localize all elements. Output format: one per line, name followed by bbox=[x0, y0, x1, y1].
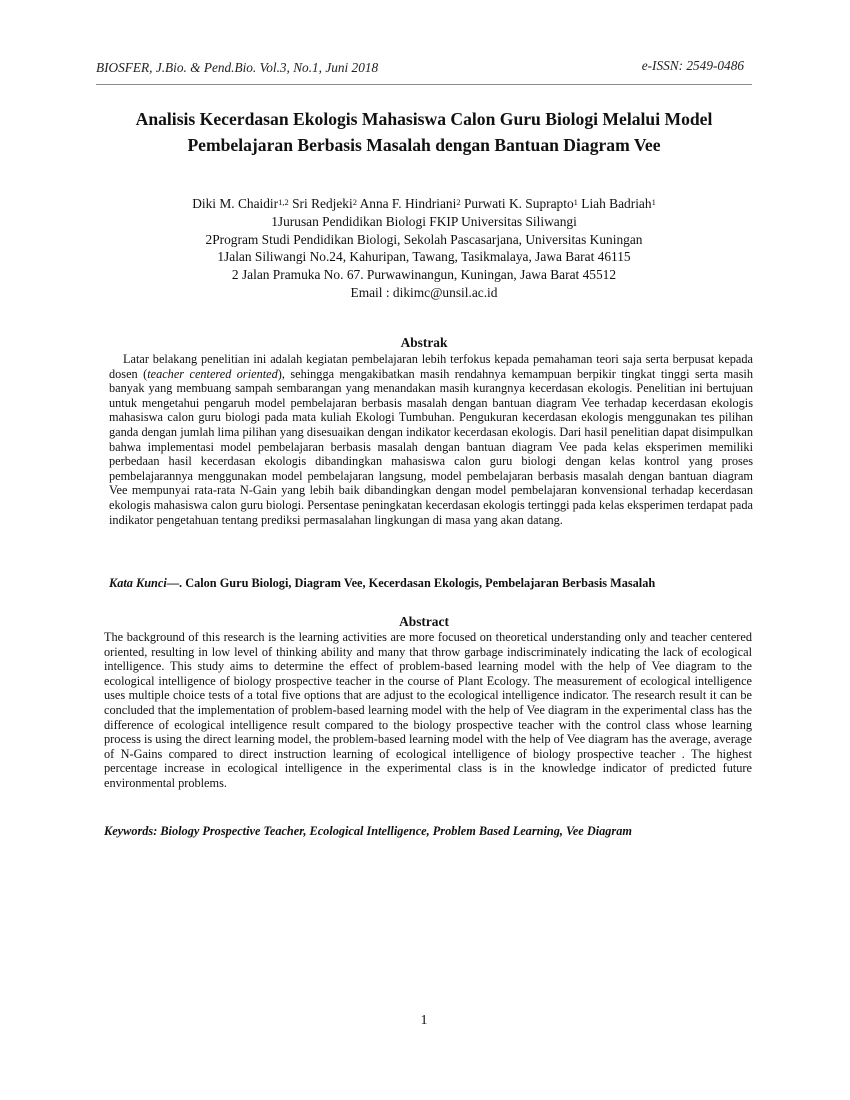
address-1: 1Jalan Siliwangi No.24, Kahuripan, Tawang, Tasikmalaya, Jawa Barat 46115 bbox=[217, 249, 631, 265]
author-affiliation-mark: 1 bbox=[651, 197, 656, 207]
journal-citation: BIOSFER, J.Bio. & Pend.Bio. Vol.3, No.1, Juni 2018 bbox=[96, 60, 379, 75]
affiliation-1: 1Jurusan Pendidikan Biologi FKIP Universitas Siliwangi bbox=[271, 213, 577, 229]
abstract-heading: Abstract bbox=[399, 614, 449, 629]
header-divider bbox=[96, 84, 752, 85]
author-affiliation-mark: 2 bbox=[352, 197, 357, 207]
kata-kunci-label: Kata Kunci bbox=[109, 576, 167, 590]
author-affiliation-mark: 1 bbox=[573, 197, 578, 207]
author-affiliation-mark: 2 bbox=[456, 197, 461, 207]
author-email: Email : dikimc@unsil.ac.id bbox=[350, 284, 498, 300]
author-affiliation-mark: 1,2 bbox=[278, 197, 289, 207]
abstrak-body bbox=[109, 352, 753, 527]
keywords: Keywords: Biology Prospective Teacher, Ecological Intelligence, Problem Based Learning, Vee Diagram bbox=[104, 824, 632, 838]
paper-title: Analisis Kecerdasan Ekologis Mahasiswa Calon Guru Biologi Melalui Model Pembelajaran Berbasis Masalah dengan Bantuan Diagram Vee bbox=[135, 109, 713, 155]
page-number: 1 bbox=[420, 1013, 428, 1028]
author-list bbox=[96, 195, 752, 213]
author-name: Sri Redjeki bbox=[292, 196, 353, 211]
abstrak-heading: Abstrak bbox=[400, 335, 448, 350]
abstrak-text: ), sehingga mengakibatkan masih rendahnya kemampuan berpikir tingkat tinggi serta masih banyak yang membuang sampah sembarangan yang menandakan masih kurangnya kecerdasan ekologis. Penelitian ini bertujuan untuk mengetahui pengaruh model pembelajaran berbasis masalah dengan bantuan diagram Vee terhadap kecerdasan ekologis mahasiswa calon guru biologi pada mata kuliah Ekologi Tumbuhan. Pengukuran kecerdasan ekologis menggunakan tes pilihan ganda dengan jumlah lima pilihan yang disesuaikan dengan indikator kecerdasan ekologis. Dari hasil penelitian dapat disimpulkan bahwa implementasi model pembelajaran berbasis masalah dengan bantuan diagram Vee pada kelas eksperimen memiliki perbedaan hasil kecerdasan ekologis dibandingkan mahasiswa calon guru biologi dengan kelas kontrol yang proses pembelajarannya menggunakan model pembelajaran langsung, model pembelajaran berbasis masalah dengan bantuan diagram Vee mempunyai rata-rata N-Gain yang lebih baik dibandingkan dengan model pembelajaran konvensional terhadap kecerdasan ekologis mahasiswa calon guru biologi. Persentase peningkatan kecerdasan ekologis tertinggi pada kelas eksperimen terdapat pada indikator pengetahuan tentang prediksi permasalahan lingkungan di masa yang akan datang. bbox=[109, 366, 753, 527]
abstrak-text: Latar belakang penelitian ini adalah kegiatan pembelajaran lebih terfokus kepada pemahaman teori saja serta berpusat kepada dosen ( bbox=[109, 352, 753, 381]
affiliation-2: 2Program Studi Pendidikan Biologi, Sekolah Pascasarjana, Universitas Kuningan bbox=[205, 231, 643, 247]
issn: e-ISSN: 2549-0486 bbox=[641, 58, 744, 73]
abstrak-italic-term: teacher centered oriented bbox=[147, 366, 278, 381]
kata-kunci-terms: —. Calon Guru Biologi, Diagram Vee, Kecerdasan Ekologis, Pembelajaran Berbasis Masalah bbox=[166, 576, 656, 590]
author-name: Diki M. Chaidir bbox=[192, 196, 279, 211]
kata-kunci bbox=[109, 576, 759, 591]
address-2: 2 Jalan Pramuka No. 67. Purwawinangun, Kuningan, Jawa Barat 45512 bbox=[231, 267, 617, 283]
abstract-body: The background of this research is the learning activities are more focused on theoretical understanding only and teacher centered oriented, resulting in low level of thinking ability and many that throw garbage indiscriminately indicating the lack of ecological intelligence. This study aims to determine the effect of problem-based learning model with the help of Vee diagram to the ecological intelligence of biology prospective teacher in the course of Plant Ecology. The measurement of ecological intelligence uses multiple choice tests of a total five options that are adjust to the ecological intelligence indicator. The research result it can be concluded that the implementation of problem-based learning model with the help of Vee diagram in the experimental class has the difference of ecological intelligence result compared to the biology prospective teacher with the control class whose learning process is using the direct learning model, the problem-based learning model with the help of Vee diagram has the average, average of N-Gains compared to direct instruction learning of ecological intelligence of biology prospective teacher . The highest percentage increase in ecological intelligence in the experimental class is in the knowledge indicator of predicted future environmental problems. bbox=[104, 630, 752, 790]
author-name: Purwati K. Suprapto bbox=[463, 196, 574, 211]
author-block bbox=[96, 195, 752, 302]
author-name: Liah Badriah bbox=[581, 196, 652, 211]
author-name: Anna F. Hindriani bbox=[359, 196, 457, 211]
